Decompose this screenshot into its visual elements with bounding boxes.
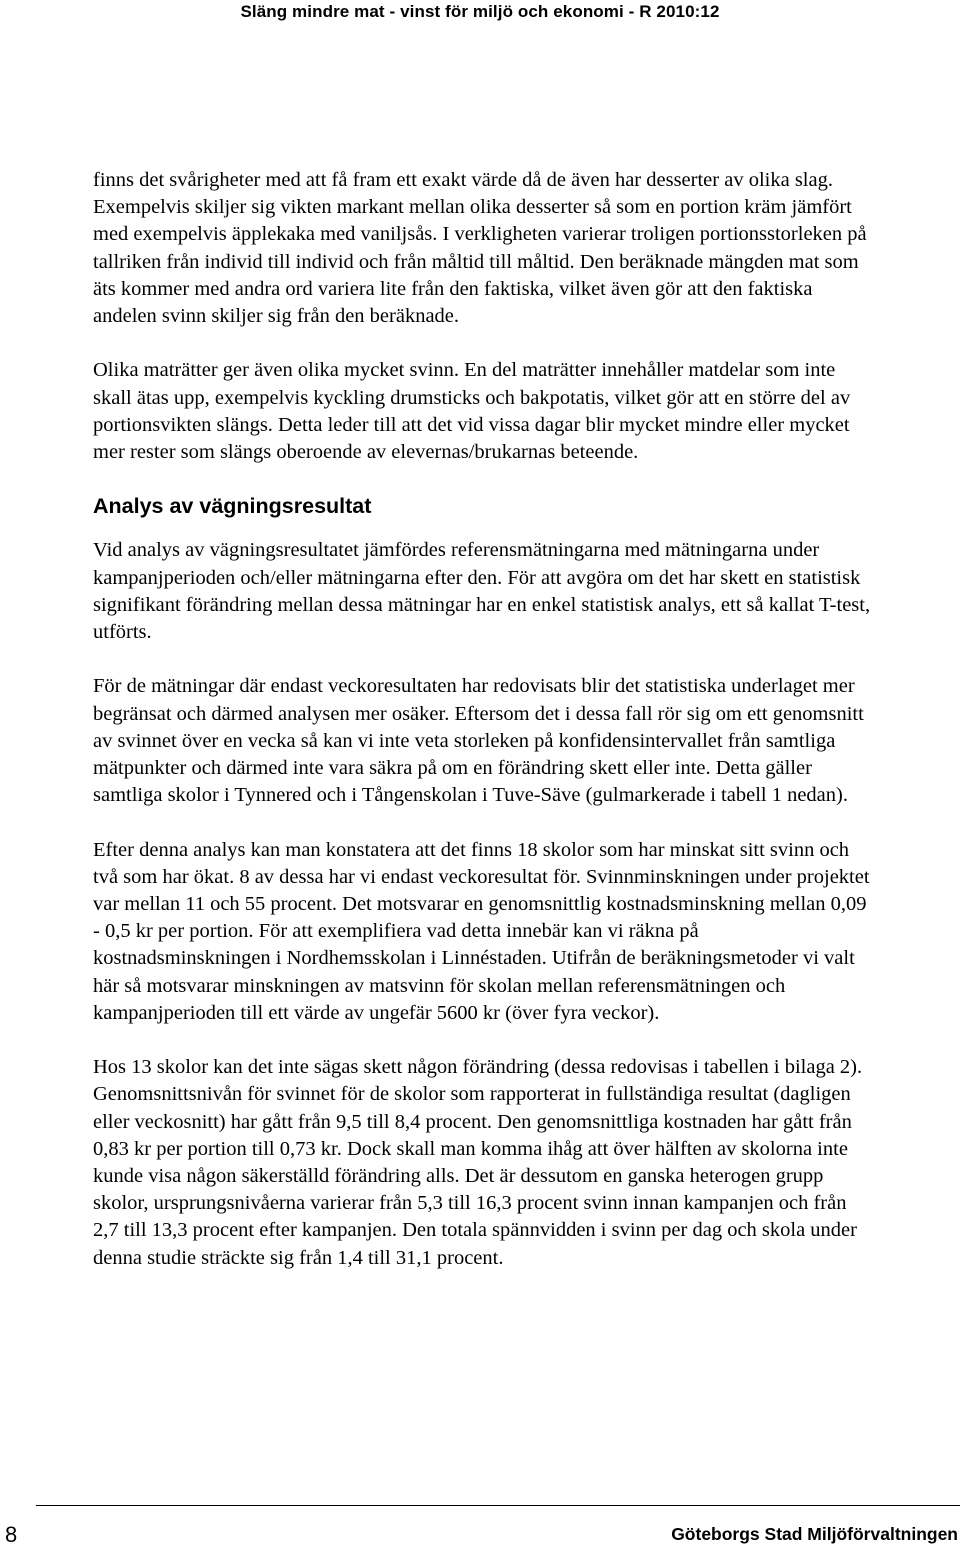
paragraph: finns det svårigheter med att få fram ett exakt värde då de även har desserter av olika slag. Exempelvis skiljer sig vikten markant mellan olika desserter så som en portion kräm jämfört med exempelvis äpplekaka med vaniljsås. I verkligheten varierar troligen portionsstorleken på tallriken från individ till individ och från måltid till måltid. Den beräknade mängden mat som äts kommer med andra ord variera lite från den faktiska, vilket även gör att den faktiska andelen svinn skiljer sig från den beräknade. [93, 169, 867, 328]
paragraph: Vid analys av vägningsresultatet jämfördes referensmätningarna med mätningarna under kampanjperioden och/eller mätningarna efter den. För att avgöra om det har skett en statistisk signifikant förändring mellan dessa mätningar har en enkel statistisk analys, ett så kallat T-test, utförts. [93, 539, 871, 644]
paragraph: För de mätningar där endast veckoresultaten har redovisats blir det statistiska underlaget mer begränsat och därmed analysen mer osäker. Eftersom det i dessa fall rör sig om ett genomsnitt av svinnet över en vecka så kan vi inte veta storleken på konfidensintervallet från samtliga mätpunkter och därmed inte vara säkra på om en förändring skett eller inte. Detta gäller samtliga skolor i Tynnered och i Tångenskolan i Tuve-Säve (gulmarkerade i tabell 1 nedan). [93, 675, 864, 807]
paragraph: Olika maträtter ger även olika mycket svinn. En del maträtter innehåller matdelar som inte skall ätas upp, exempelvis kyckling drumsticks och bakpotatis, vilket gör att en större del av portionsvikten slängs. Detta leder till att det vid vissa dagar blir mycket mindre eller mycket mer rester som slängs oberoende av elevernas/brukarnas beteende. [93, 359, 851, 464]
page-number: 8 [5, 1522, 18, 1547]
paragraph: Efter denna analys kan man konstatera att det finns 18 skolor som har minskat sitt svinn och två som har ökat. 8 av dessa har vi endast veckoresultat för. Svinnminskningen under projektet var mellan 11 och 55 procent. Det motsvarar en genomsnittlig kostnadsminskning mellan 0,09 - 0,5 kr per portion. För att exemplifiera vad detta innebär kan vi räkna på kostnadsminskningen i Nordhemsskolan i Linnéstaden. Utifrån de beräkningsmetoder vi valt här så motsvarar minskningen av matsvinn för skolan mellan referensmätningen och kampanjperioden till ett värde av ungefär 5600 kr (över fyra veckor). [93, 838, 870, 1024]
footer-divider [36, 1505, 960, 1506]
paragraph: Hos 13 skolor kan det inte sägas skett någon förändring (dessa redovisas i tabellen i bilaga 2). Genomsnittsnivån för svinnet för de skolor som rapporterat in fullständiga resultat (dagligen eller veckosnitt) har gått från 9,5 till 8,4 procent. Den genomsnittliga kostnaden har gått från 0,83 kr per portion till 0,73 kr. Dock skall man komma ihåg att över hälften av skolorna inte kunde visa någon säkerställd förändring alls. Det är dessutom en ganska heterogen grupp skolor, ursprungsnivåerna varierar från 5,3 till 16,3 procent svinn innan kampanjen och från 2,7 till 13,3 procent efter kampanjen. Den totala spännvidden i svinn per dag och skola under denna studie sträckte sig från 1,4 till 31,1 procent. [93, 1056, 863, 1269]
footer-organization: Göteborgs Stad Miljöförvaltningen [671, 1524, 958, 1544]
section-heading: Analys av vägningsresultat [93, 494, 372, 519]
document-body [93, 167, 873, 1299]
running-header: Släng mindre mat - vinst för miljö och ekonomi - R 2010:12 [240, 2, 720, 21]
